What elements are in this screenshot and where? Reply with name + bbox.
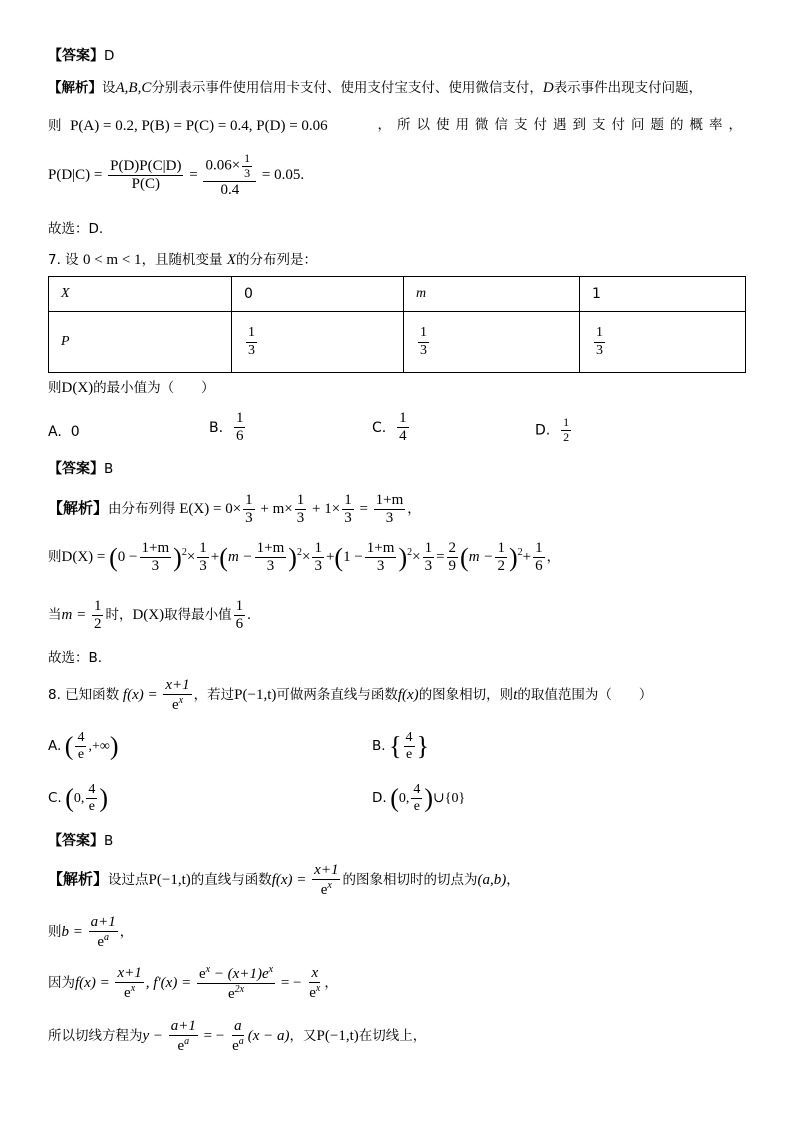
denominator: 2 bbox=[563, 429, 570, 444]
denominator: 3 bbox=[151, 558, 160, 575]
denominator: 3 bbox=[385, 510, 394, 527]
q8-analysis-line1 bbox=[48, 862, 520, 900]
text: ，若过 bbox=[193, 687, 235, 704]
denominator bbox=[307, 983, 322, 1002]
text: 则 bbox=[48, 380, 62, 396]
q7-option-c[interactable] bbox=[372, 410, 411, 446]
math: = bbox=[359, 501, 368, 518]
answer-tag: 【答案】 bbox=[48, 833, 104, 849]
text: 的最小值为（ ） bbox=[93, 380, 215, 396]
math: + m× bbox=[260, 501, 293, 518]
exponent: a bbox=[184, 1036, 190, 1048]
table-cell bbox=[404, 312, 580, 373]
numerator: 1 bbox=[234, 410, 246, 428]
fraction bbox=[108, 158, 183, 194]
denominator: 6 bbox=[535, 558, 543, 575]
text: 可做两条直线与函数 bbox=[276, 687, 398, 704]
math: D(X) bbox=[61, 380, 94, 396]
denominator: 3 bbox=[245, 510, 253, 527]
q8-option-b[interactable]: B. { $\frac{4}{e}$ } bbox=[372, 730, 430, 763]
fraction bbox=[342, 492, 354, 528]
q6-analysis-line1 bbox=[48, 79, 702, 99]
math: 0.06× bbox=[205, 157, 241, 174]
q6-conclusion: 故选：D. bbox=[48, 221, 104, 237]
q7-stem bbox=[48, 251, 317, 271]
denominator: e bbox=[405, 747, 413, 763]
math-events: A,B,C bbox=[115, 80, 152, 96]
math: = 0.05. bbox=[261, 166, 305, 183]
text: ， bbox=[546, 549, 561, 566]
numerator: 1+m bbox=[255, 540, 287, 558]
denominator: 3 bbox=[266, 558, 275, 575]
table-header-row bbox=[49, 277, 746, 312]
fraction bbox=[230, 1018, 246, 1056]
option-value: 0 bbox=[70, 424, 80, 440]
option-label: B. bbox=[209, 419, 224, 436]
denominator bbox=[226, 984, 246, 1003]
fraction bbox=[397, 410, 409, 446]
numerator bbox=[203, 152, 256, 182]
text: 当 bbox=[48, 607, 62, 624]
fraction bbox=[423, 540, 435, 576]
numerator: x+1 bbox=[115, 965, 143, 983]
fraction bbox=[495, 540, 507, 576]
q6-formula: P(D|C) = $\frac{P(D)P(C|D)}{P(C)}$ = 0.06× $\frac{1}{3}$ 0.4 = 0.05. bbox=[48, 151, 305, 198]
fraction bbox=[374, 492, 406, 528]
option-label: D. bbox=[535, 422, 551, 439]
text: 则 bbox=[48, 118, 62, 134]
numerator: 2 bbox=[447, 540, 459, 558]
fraction bbox=[203, 152, 256, 199]
text: 则 bbox=[48, 549, 62, 566]
q7-expectation bbox=[48, 492, 421, 528]
denominator: 3 bbox=[596, 342, 603, 358]
math: = − bbox=[280, 975, 302, 992]
math-probabilities: P(A) = 0.2, P(B) = P(C) = 0.4, P(D) = 0.06 bbox=[70, 118, 328, 134]
denominator bbox=[176, 1036, 192, 1055]
denominator bbox=[122, 983, 137, 1002]
numerator: 1 bbox=[397, 410, 409, 428]
base: e bbox=[97, 934, 105, 951]
fraction bbox=[307, 965, 322, 1003]
text: 的图象相切，则 bbox=[418, 687, 514, 704]
text: 8. 已知函数 bbox=[48, 687, 120, 704]
option-label: D. bbox=[372, 789, 387, 806]
base: e bbox=[232, 1038, 239, 1055]
numerator: 1 bbox=[423, 540, 435, 558]
text: 所以切线方程为 bbox=[48, 1028, 143, 1045]
table-cell: P bbox=[49, 312, 232, 373]
numerator: 1 bbox=[342, 492, 354, 510]
math: 0 − bbox=[117, 549, 138, 566]
numerator: 1+m bbox=[140, 540, 172, 558]
math: 0, bbox=[73, 790, 85, 806]
fraction bbox=[255, 540, 287, 576]
numerator: 1 bbox=[312, 540, 324, 558]
analysis-tag: 【解析】 bbox=[48, 870, 109, 889]
numerator bbox=[197, 964, 275, 984]
math: P(−1,t) bbox=[148, 872, 191, 889]
math: × bbox=[412, 549, 421, 566]
base: e bbox=[177, 1038, 185, 1055]
text: ，所以使用微信支付遇到支付问题的概率， bbox=[377, 117, 748, 133]
option-label: A. bbox=[48, 737, 62, 754]
math: f(x) = bbox=[75, 975, 110, 992]
exponent: x bbox=[130, 983, 136, 995]
option-label: C. bbox=[372, 419, 387, 436]
distribution-table bbox=[48, 276, 746, 373]
exponent: x bbox=[268, 964, 274, 975]
denominator: 3 bbox=[376, 558, 385, 575]
math-condition: 0 < m < 1 bbox=[82, 252, 142, 268]
math: P(D|C) = bbox=[48, 166, 103, 183]
fraction bbox=[404, 730, 415, 763]
option-label: B. bbox=[372, 737, 386, 754]
numerator: x+1 bbox=[312, 862, 340, 880]
text: ，且随机变量 bbox=[141, 252, 223, 268]
math: P(−1,t) bbox=[234, 687, 277, 704]
text: 的取值范围为（ ） bbox=[517, 687, 653, 704]
math: b = bbox=[61, 924, 83, 941]
numerator: 1 bbox=[92, 598, 104, 616]
option-label: A. bbox=[48, 424, 62, 440]
option-label: C. bbox=[48, 789, 62, 806]
fraction bbox=[115, 965, 143, 1003]
numerator: 1 bbox=[594, 325, 605, 342]
denominator: 2 bbox=[497, 558, 505, 575]
text: . bbox=[247, 607, 251, 624]
numerator: 1+m bbox=[365, 540, 397, 558]
numerator: x+1 bbox=[163, 677, 191, 695]
exponent: 2x bbox=[234, 984, 245, 996]
answer-value: B bbox=[104, 833, 114, 849]
math: f(x) = bbox=[122, 687, 158, 704]
q8-option-a[interactable]: A. ( $\frac{4}{e}$ ,+∞) bbox=[48, 730, 119, 763]
fraction bbox=[533, 540, 545, 576]
math: + 1× bbox=[312, 501, 341, 518]
denominator: 0.4 bbox=[220, 181, 240, 198]
q8-answer-line bbox=[48, 832, 113, 851]
math: , f′(x) = bbox=[145, 975, 192, 992]
fraction bbox=[163, 677, 191, 715]
math: + bbox=[522, 549, 532, 566]
math: 1 − bbox=[343, 549, 363, 566]
exponent: 2 bbox=[181, 547, 187, 559]
math: t bbox=[513, 687, 518, 704]
denominator: 3 bbox=[248, 342, 255, 358]
denominator: 2 bbox=[93, 616, 102, 633]
fraction bbox=[197, 964, 275, 1004]
numerator: 4 bbox=[75, 730, 86, 747]
numerator: 1 bbox=[246, 325, 257, 342]
text: 在切线上， bbox=[358, 1028, 427, 1045]
text: 的分布列是： bbox=[236, 252, 318, 268]
math: E(X) = 0× bbox=[179, 501, 242, 518]
fraction bbox=[561, 416, 571, 445]
math: f(x) = bbox=[271, 872, 307, 889]
fraction bbox=[89, 914, 118, 952]
exponent: 2 bbox=[407, 547, 413, 559]
exponent: a bbox=[238, 1036, 244, 1048]
exponent: x bbox=[178, 695, 184, 707]
fraction bbox=[246, 325, 257, 358]
denominator bbox=[319, 880, 334, 899]
exponent: x bbox=[327, 880, 332, 892]
base: e bbox=[320, 882, 328, 899]
math: P(−1,t) bbox=[316, 1028, 359, 1045]
answer-tag: 【答案】 bbox=[48, 48, 104, 64]
text: 的图象相切时的切点为 bbox=[342, 872, 478, 889]
exponent: x bbox=[205, 964, 211, 975]
numerator: 1 bbox=[495, 540, 507, 558]
denominator: e bbox=[88, 799, 95, 815]
text: 则 bbox=[48, 924, 62, 941]
text: ， bbox=[506, 872, 520, 889]
math-event-d: D bbox=[542, 80, 554, 96]
text: 由分布列得 bbox=[108, 501, 176, 518]
base: e bbox=[171, 697, 179, 714]
numerator: 1 bbox=[244, 151, 251, 165]
numerator: x bbox=[309, 965, 320, 983]
math: − (x+1)e bbox=[210, 966, 269, 982]
exponent: x bbox=[315, 983, 321, 995]
numerator: 1 bbox=[295, 492, 307, 510]
math: (x − a) bbox=[247, 1028, 290, 1045]
denominator: 6 bbox=[235, 616, 244, 633]
text: ， bbox=[119, 924, 134, 941]
fraction bbox=[418, 325, 429, 358]
analysis-tag: 【解析】 bbox=[48, 80, 102, 96]
denominator: 9 bbox=[448, 558, 457, 575]
fraction bbox=[234, 410, 246, 446]
q7-variance: 则D(X) = (0 − $\frac{1+m}{3}$ )$^2$× $\frac{1}{3}$ +(m − $\frac{1+m}{3}$ )$^2$× $\frac{1}{3}$ +(1 − $\frac{1+m}{3}$ )$^2$× $\frac{1}{3}$ = $\frac{2}{9}$ (m − $\frac{1}{2}$ )$^2$+ $\frac{1}{6}$ ， bbox=[48, 540, 561, 575]
fraction bbox=[197, 540, 209, 576]
q8-analysis-line3 bbox=[48, 964, 338, 1004]
denominator: e bbox=[77, 747, 85, 763]
fraction bbox=[234, 598, 246, 634]
text: 因为 bbox=[48, 975, 75, 992]
math: ∪{0} bbox=[433, 790, 466, 806]
text: 时， bbox=[105, 607, 133, 624]
math: ,+∞ bbox=[88, 738, 110, 754]
numerator: a bbox=[232, 1018, 244, 1036]
fraction bbox=[594, 325, 605, 358]
denominator bbox=[95, 932, 111, 951]
fraction bbox=[312, 862, 340, 900]
math: f(x) bbox=[397, 687, 419, 704]
answer-value: D bbox=[104, 48, 115, 64]
fraction bbox=[169, 1018, 198, 1056]
q8-analysis-line4 bbox=[48, 1018, 426, 1056]
table-cell bbox=[580, 312, 746, 373]
math: 0, bbox=[398, 790, 410, 806]
math: × bbox=[301, 549, 311, 566]
text: 分别表示事件使用信用卡支付、使用支付宝支付、使用微信支付， bbox=[151, 80, 543, 96]
denominator: 6 bbox=[235, 428, 244, 445]
text: ，又 bbox=[289, 1028, 317, 1045]
exponent: 2 bbox=[517, 547, 523, 559]
math: m − bbox=[468, 549, 494, 566]
numerator: 1+m bbox=[374, 492, 406, 510]
text: 取得最小值 bbox=[164, 607, 232, 624]
text: 的直线与函数 bbox=[190, 872, 272, 889]
denominator: 4 bbox=[399, 428, 407, 445]
numerator: 4 bbox=[411, 782, 422, 799]
base: e bbox=[198, 966, 206, 982]
q7-question bbox=[48, 379, 215, 399]
table-cell: 1 bbox=[580, 277, 746, 312]
denominator: 3 bbox=[296, 510, 305, 527]
base: e bbox=[124, 985, 131, 1002]
numerator: 1 bbox=[418, 325, 429, 342]
denominator: 3 bbox=[314, 558, 322, 575]
fraction bbox=[242, 152, 252, 181]
exponent: a bbox=[104, 932, 110, 944]
q7-answer-line bbox=[48, 460, 113, 479]
analysis-tag: 【解析】 bbox=[48, 499, 109, 518]
math: × bbox=[186, 549, 196, 566]
table-cell: 0 bbox=[232, 277, 404, 312]
fraction bbox=[365, 540, 397, 576]
table-row bbox=[49, 312, 746, 373]
text: 7. 设 bbox=[48, 252, 79, 268]
q8-analysis-line2 bbox=[48, 914, 133, 952]
denominator: e bbox=[413, 799, 420, 815]
base: e bbox=[227, 986, 235, 1003]
math: m = bbox=[61, 607, 87, 624]
denominator: 3 bbox=[344, 510, 352, 527]
numerator: a+1 bbox=[169, 1018, 198, 1036]
q7-minimum bbox=[48, 598, 251, 634]
numerator: 1 bbox=[243, 492, 255, 510]
denominator: 3 bbox=[424, 558, 433, 575]
exponent: 2 bbox=[296, 547, 302, 559]
fraction bbox=[411, 782, 422, 815]
fraction bbox=[243, 492, 255, 528]
table-cell: m bbox=[404, 277, 580, 312]
denominator: 3 bbox=[199, 558, 207, 575]
numerator: 4 bbox=[86, 782, 97, 799]
text: ， bbox=[407, 501, 421, 518]
numerator: P(D)P(C|D) bbox=[108, 158, 183, 176]
text: 表示事件出现支付问题， bbox=[553, 80, 703, 96]
math: m − bbox=[227, 549, 253, 566]
answer-value: B bbox=[104, 461, 114, 477]
math: = − bbox=[203, 1028, 225, 1045]
math: y − bbox=[142, 1028, 164, 1045]
numerator: 1 bbox=[197, 540, 209, 558]
q7-conclusion: 故选：B. bbox=[48, 650, 103, 666]
table-cell bbox=[232, 312, 404, 373]
denominator: 3 bbox=[244, 165, 251, 180]
math: = bbox=[436, 549, 445, 566]
fraction bbox=[295, 492, 307, 528]
fraction bbox=[447, 540, 459, 576]
fraction bbox=[140, 540, 172, 576]
q8-option-c[interactable]: C. (0, $\frac{4}{e}$ ) bbox=[48, 782, 109, 815]
fraction bbox=[92, 598, 104, 634]
denominator: 3 bbox=[420, 342, 427, 358]
q7-option-a[interactable] bbox=[48, 424, 80, 440]
math: (a,b) bbox=[477, 872, 507, 889]
math: D(X) = bbox=[61, 549, 106, 566]
table-cell: X bbox=[49, 277, 232, 312]
denominator bbox=[230, 1036, 246, 1055]
q8-option-d[interactable]: D. (0, $\frac{4}{e}$ )∪{0} bbox=[372, 782, 466, 815]
base: e bbox=[309, 985, 316, 1002]
text: 设 bbox=[102, 80, 116, 96]
text: 设过点 bbox=[108, 872, 149, 889]
answer-tag: 【答案】 bbox=[48, 461, 104, 477]
numerator: 1 bbox=[234, 598, 246, 616]
fraction bbox=[86, 782, 97, 815]
numerator: 1 bbox=[563, 415, 570, 429]
numerator: 1 bbox=[533, 540, 545, 558]
fraction bbox=[75, 730, 86, 763]
q7-option-d[interactable] bbox=[535, 416, 573, 445]
q8-stem bbox=[48, 677, 652, 715]
q7-option-b[interactable] bbox=[209, 410, 247, 446]
fraction bbox=[312, 540, 324, 576]
numerator: a+1 bbox=[89, 914, 118, 932]
denominator: P(C) bbox=[131, 175, 160, 192]
q6-analysis-line2 bbox=[48, 117, 748, 137]
denominator bbox=[170, 695, 185, 714]
math: D(X) bbox=[132, 607, 165, 624]
numerator: 4 bbox=[404, 730, 415, 747]
q6-answer-line bbox=[48, 47, 114, 66]
math-x: X bbox=[226, 252, 237, 268]
text: ， bbox=[324, 975, 338, 992]
